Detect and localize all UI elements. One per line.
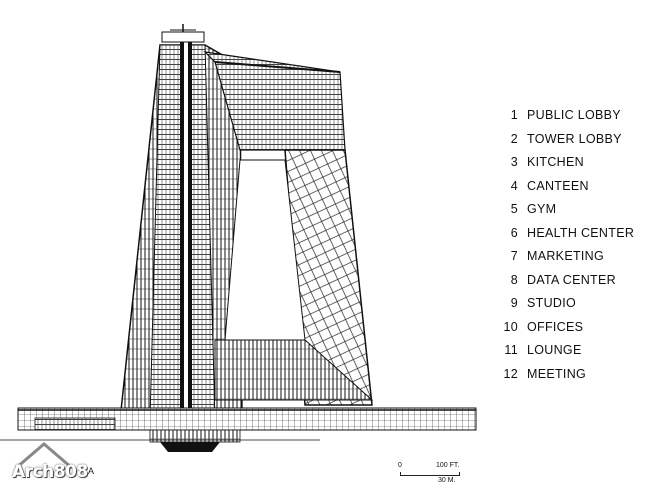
legend-number: 2 [510,131,518,146]
legend-label: TOWER LOBBY [527,131,622,146]
legend-label: OFFICES [527,319,584,334]
legend-label: MEETING [527,366,587,381]
roof-mast [162,24,204,42]
legend-number: 5 [510,202,518,216]
section-label: A [88,466,95,476]
legend-number: 3 [510,155,518,169]
legend-number: 4 [510,178,518,193]
legend-label: STUDIO [527,296,577,310]
legend-number: 9 [510,296,518,310]
legend-label: HEALTH CENTER [527,225,635,240]
legend-label: CANTEEN [527,178,589,193]
scale-meters-label: 30 M. [438,477,456,484]
legend-label: MARKETING [527,249,605,263]
legend-label: GYM [527,202,557,216]
scale-bar-line [400,472,460,476]
legend-number: 7 [510,249,518,263]
legend-number: 1 [510,108,518,122]
legend-number: 11 [504,343,518,357]
legend-label: KITCHEN [527,155,584,169]
legend-number: 10 [503,319,518,334]
legend-label: PUBLIC LOBBY [527,108,621,122]
legend-label: LOUNGE [527,343,582,357]
scale-zero-label: 0 [398,462,402,469]
watermark-logo [4,440,94,488]
watermark-text: Arch808 [12,462,88,482]
scale-feet-label: 100 FT. [436,462,460,469]
legend-number: 8 [510,272,518,287]
legend-number: 6 [510,225,518,240]
legend-number: 12 [503,366,518,381]
legend-label: DATA CENTER [527,272,616,287]
scale-bar [398,462,468,488]
